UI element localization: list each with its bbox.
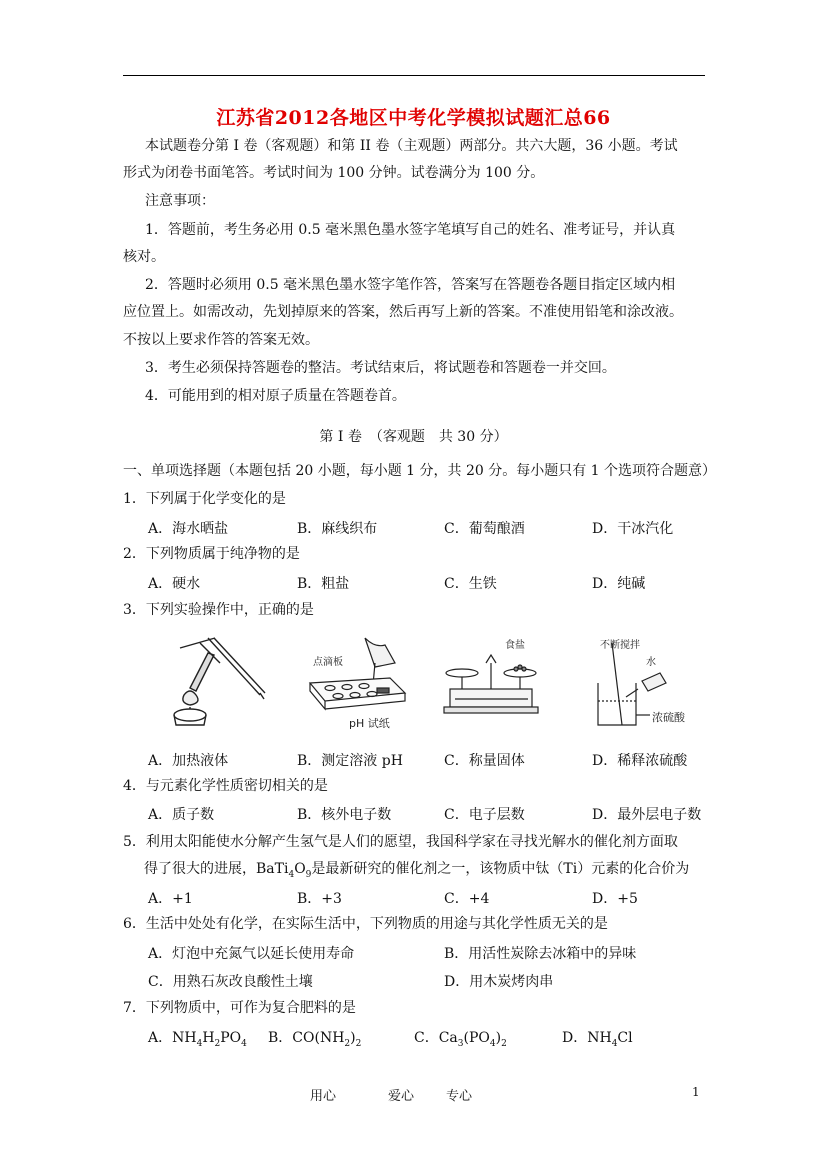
- question-2-option-c: C．生铁: [444, 576, 497, 592]
- notice-heading: 注意事项：: [145, 193, 215, 209]
- fig-label-salt: 食盐: [505, 640, 525, 651]
- notice-2c: 不按以上要求作答的答案无效。: [123, 332, 319, 348]
- part-1-heading: 一、单项选择题（本题包括 20 小题，每小题 1 分，共 20 分。每小题只有 1 个选项符合题意）: [123, 463, 717, 479]
- figure-dilute-acid: [590, 633, 710, 733]
- figure-heating-liquid: [160, 633, 270, 733]
- question-4-option-c: C．电子层数: [444, 807, 525, 823]
- fig-label-ph-paper: pH 试纸: [349, 717, 390, 730]
- question-5-stem-2: 得了很大的进展，$BaTi_4O_9$是最新研究的催化剂之一，该物质中钛（Ti）元素的化合价为: [144, 861, 690, 880]
- question-6-option-d: D．用木炭烤肉串: [444, 974, 554, 990]
- question-7-stem: 7．下列物质中，可作为复合肥料的是: [123, 1000, 356, 1016]
- notice-4: 4．可能用到的相对原子质量在答题卷首。: [145, 388, 406, 404]
- question-4-option-b: B．核外电子数: [297, 807, 392, 823]
- question-3-option-c: C．称量固体: [444, 753, 525, 769]
- question-1-stem: 1．下列属于化学变化的是: [123, 491, 286, 507]
- figure-balance: [440, 633, 550, 733]
- notice-3: 3．考生必须保持答题卷的整洁。考试结束后，将试题卷和答题卷一并交回。: [145, 360, 616, 376]
- question-3-option-b: B．测定溶液 pH: [297, 753, 403, 769]
- question-6-stem: 6．生活中处处有化学，在实际生活中，下列物质的用途与其化学性质无关的是: [123, 916, 608, 932]
- question-7-option-a: A．$NH_4H_2PO_4$: [148, 1030, 247, 1049]
- question-5-stem-1: 5．利用太阳能使水分解产生氢气是人们的愿望，我国科学家在寻找光解水的催化剂方面取: [123, 834, 678, 850]
- footer-text-1: 用心: [310, 1089, 337, 1104]
- notice-2a: 2．答题时必须用 0.5 毫米黑色墨水签字笔作答，答案写在答题卷各题目指定区域内相: [145, 277, 676, 293]
- question-1-option-b: B．麻线织布: [297, 521, 378, 537]
- notice-1a: 1．答题前，考生务必用 0.5 毫米黑色墨水签字笔填写自己的姓名、准考证号，并认真: [145, 222, 676, 238]
- question-1-option-d: D．干冰汽化: [592, 521, 674, 537]
- fig-label-stir: 不断搅拌: [600, 640, 640, 651]
- page-title: 江苏省2012各地区中考化学模拟试题汇总66: [216, 107, 611, 129]
- question-4-option-a: A．质子数: [148, 807, 215, 823]
- question-6-option-c: C．用熟石灰改良酸性土壤: [148, 974, 313, 990]
- question-6-option-b: B．用活性炭除去冰箱中的异味: [444, 946, 637, 962]
- question-1-option-a: A．海水晒盐: [148, 521, 229, 537]
- fig-label-water: 水: [646, 657, 656, 668]
- question-5-option-a: A．+1: [148, 891, 193, 907]
- intro-line-1: 本试题卷分第 I 卷（客观题）和第 II 卷（主观题）两部分。共六大题，36 小题。考试: [145, 138, 678, 154]
- section-heading: 第 I 卷 （客观题 共 30 分）: [319, 429, 508, 445]
- question-4-stem: 4．与元素化学性质密切相关的是: [123, 778, 328, 794]
- footer-text-2: 爱心: [388, 1089, 415, 1104]
- figure-ph-test: [305, 633, 415, 733]
- question-4-option-d: D．最外层电子数: [592, 807, 702, 823]
- fig-label-spot-plate: 点滴板: [313, 657, 343, 668]
- header-rule: [123, 75, 705, 76]
- question-7-option-c: C．$Ca_3(PO_4)_2$: [414, 1030, 507, 1049]
- question-1-option-c: C．葡萄酿酒: [444, 521, 525, 537]
- question-2-option-d: D．纯碱: [592, 576, 646, 592]
- question-2-stem: 2．下列物质属于纯净物的是: [123, 546, 300, 562]
- page-number: 1: [692, 1085, 700, 1099]
- notice-2b: 应位置上。如需改动，先划掉原来的答案，然后再写上新的答案。不准使用铅笔和涂改液。: [123, 304, 683, 320]
- question-7-option-b: B．$CO(NH_2)_2$: [268, 1030, 362, 1049]
- question-7-option-d: D．$NH_4Cl$: [562, 1030, 633, 1049]
- question-5-option-d: D．+5: [592, 891, 638, 907]
- question-5-option-c: C．+4: [444, 891, 490, 907]
- question-3-stem: 3．下列实验操作中，正确的是: [123, 602, 314, 618]
- footer-text-3: 专心: [446, 1089, 473, 1104]
- intro-line-2: 形式为闭卷书面笔答。考试时间为 100 分钟。试卷满分为 100 分。: [123, 165, 545, 181]
- question-2-option-a: A．硬水: [148, 576, 201, 592]
- fig-label-conc-acid: 浓硫酸: [652, 711, 685, 724]
- question-5-option-b: B．+3: [297, 891, 342, 907]
- question-3-option-a: A．加热液体: [148, 753, 229, 769]
- notice-1b: 核对。: [123, 249, 165, 265]
- question-6-option-a: A．灯泡中充氮气以延长使用寿命: [148, 946, 355, 962]
- question-3-option-d: D．稀释浓硫酸: [592, 753, 688, 769]
- question-2-option-b: B．粗盐: [297, 576, 350, 592]
